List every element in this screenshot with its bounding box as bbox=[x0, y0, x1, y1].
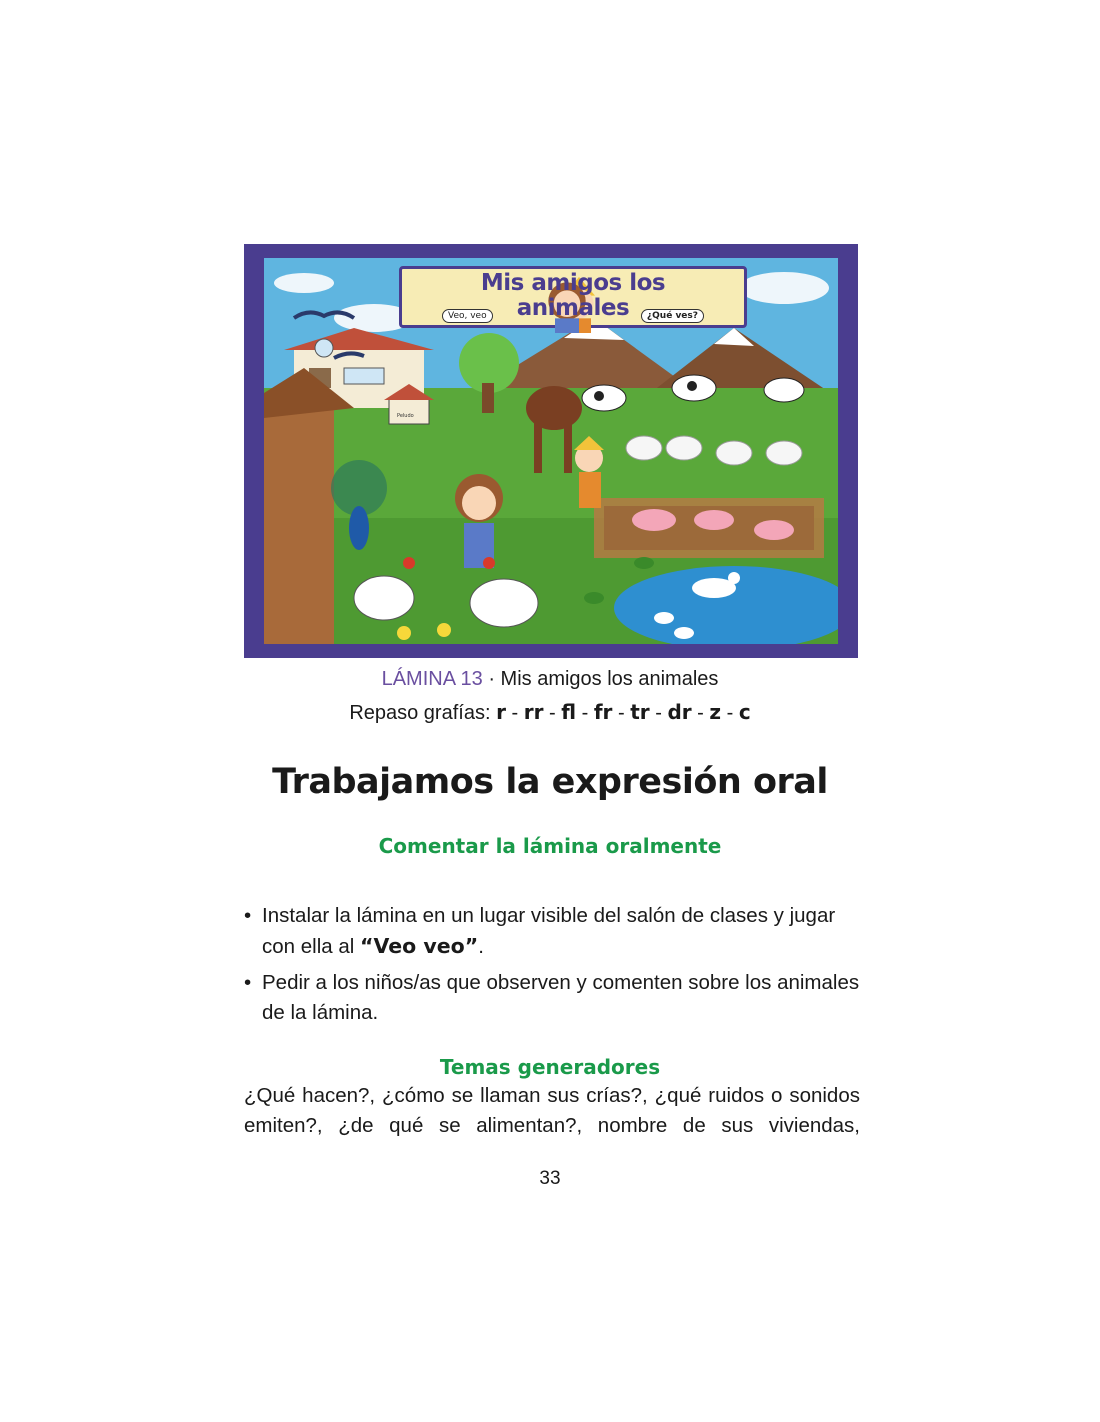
temas-paragraph: ¿Qué hacen?, ¿cómo se llaman sus crías?, ¿qué ruidos o sonidos emiten?, ¿de qué se alimentan?, nombre de sus viviendas, bbox=[244, 1084, 860, 1137]
plate-caption bbox=[0, 668, 1100, 691]
repaso-grafias: Repaso grafías: r - rr - fl - fr - tr - dr - z - c bbox=[349, 700, 751, 724]
farm-illustration bbox=[264, 258, 838, 644]
bullet-dot: • bbox=[244, 971, 252, 994]
caption-separator: · bbox=[482, 668, 501, 690]
plate-title-banner bbox=[399, 266, 747, 328]
bullet-item bbox=[244, 968, 864, 1028]
bullet-item bbox=[244, 901, 864, 962]
bullet1-end: . bbox=[478, 935, 484, 958]
speech-bubble-right: ¿Qué ves? bbox=[641, 309, 704, 323]
grafia: dr bbox=[667, 700, 692, 724]
grafia: fl bbox=[561, 700, 577, 724]
grafia: c bbox=[738, 700, 751, 724]
page-number: 33 bbox=[539, 1168, 561, 1189]
grafia: r bbox=[496, 700, 506, 724]
veo-veo-bold: “Veo veo” bbox=[360, 934, 479, 958]
grafia: tr bbox=[630, 700, 650, 724]
repaso-label: Repaso grafías: bbox=[349, 702, 491, 724]
plate-banner-title: Mis amigos los animales bbox=[480, 270, 666, 321]
grafia: fr bbox=[593, 700, 613, 724]
section-title-comentar: Comentar la lámina oralmente bbox=[378, 834, 722, 858]
bullet-dot: • bbox=[244, 904, 252, 927]
grafia: z bbox=[709, 700, 722, 724]
lamina-number: LÁMINA 13 bbox=[381, 668, 483, 690]
bullet2-text: Pedir a los niños/as que observen y comenten sobre los animales de la lámina. bbox=[262, 971, 860, 1024]
bullet1-text: Instalar la lámina en un lugar visible del salón de clases y jugar con ella al bbox=[262, 904, 836, 958]
kennel-sign: Peludo bbox=[397, 413, 414, 419]
caption-title: Mis amigos los animales bbox=[500, 668, 719, 690]
grafia: rr bbox=[523, 700, 544, 724]
illustration-plate bbox=[244, 244, 858, 658]
page-heading: Trabajamos la expresión oral bbox=[272, 762, 828, 802]
speech-bubble-left: Veo, veo bbox=[442, 309, 493, 323]
section-title-temas: Temas generadores bbox=[439, 1055, 661, 1079]
